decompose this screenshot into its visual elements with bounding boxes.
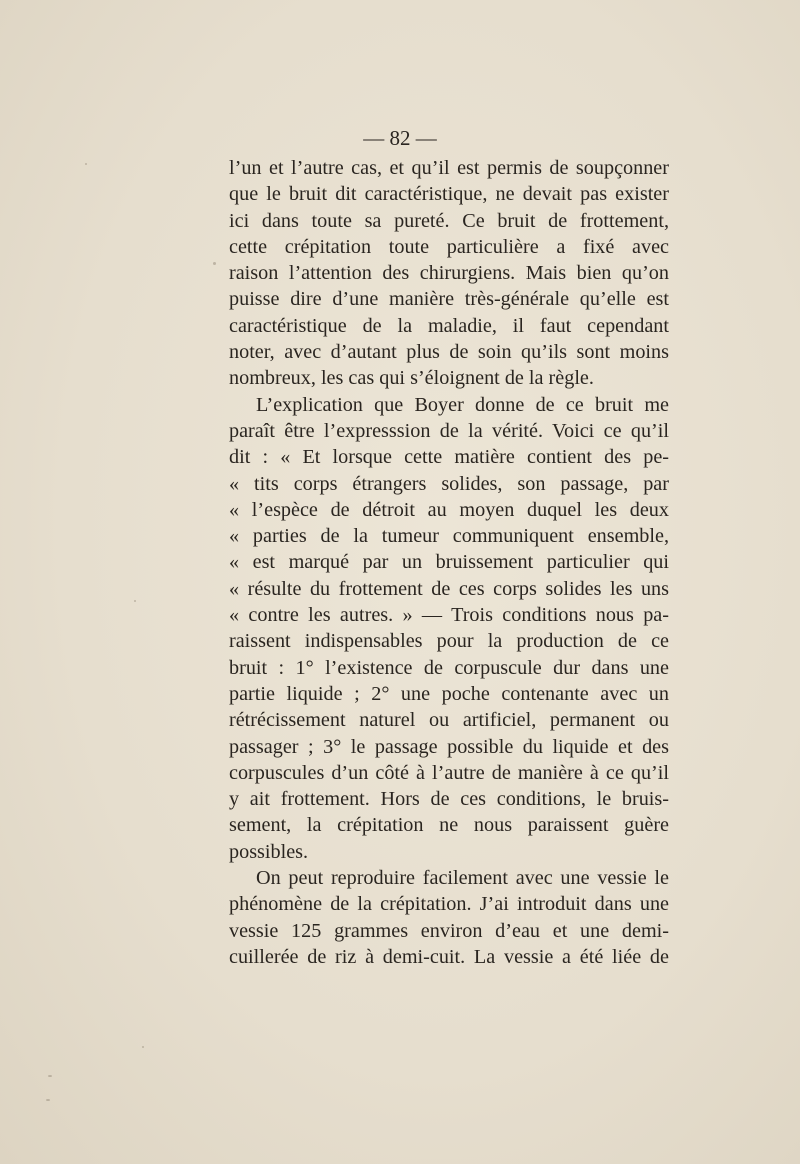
paper-speck [134, 600, 136, 602]
text-line: « parties de la tumeur communiquent ensemble, [229, 525, 669, 548]
text-line: « l’espèce de détroit au moyen duquel les deux [229, 498, 669, 521]
paper-speck [213, 262, 216, 265]
text-line: phénomène de la crépitation. J’ai introduit dans une [229, 893, 669, 916]
text-line: bruit : 1° l’existence de corpuscule dur dans une [229, 656, 669, 679]
paper-speck [48, 1075, 52, 1077]
text-line: caractéristique de la maladie, il faut cependant [229, 314, 669, 337]
text-line: vessie 125 grammes environ d’eau et une demi- [229, 919, 669, 942]
text-line: paraît être l’expresssion de la vérité. Voici ce qu’il [229, 419, 669, 442]
text-line: possibles. [229, 840, 309, 863]
text-line: nombreux, les cas qui s’éloignent de la règle. [229, 367, 594, 390]
text-line: On peut reproduire facilement avec une vessie le [256, 867, 669, 890]
text-line: raissent indispensables pour la production de ce [229, 630, 669, 653]
text-line: « résulte du frottement de ces corps solides les uns [229, 577, 669, 600]
text-line: dit : « Et lorsque cette matière contient des pe- [229, 446, 669, 469]
paper-speck [85, 163, 87, 165]
paper-speck [46, 1099, 50, 1101]
text-line: que le bruit dit caractéristique, ne devait pas exister [229, 183, 669, 206]
text-line: l’un et l’autre cas, et qu’il est permis de soupçonner [229, 157, 669, 179]
text-line: « tits corps étrangers solides, son passage, par [229, 472, 669, 495]
text-line: L’explication que Boyer donne de ce bruit me [256, 393, 669, 416]
text-line: passager ; 3° le passage possible du liquide et des [229, 735, 669, 758]
paper-speck [142, 1046, 144, 1048]
text-line: sement, la crépitation ne nous paraissent guère [229, 814, 669, 837]
text-line: partie liquide ; 2° une poche contenante avec un [229, 682, 669, 705]
text-line: « contre les autres. » — Trois conditions nous pa- [229, 604, 669, 627]
text-line: y ait frottement. Hors de ces conditions, le bruis- [229, 788, 669, 811]
body-text [229, 155, 669, 970]
text-line: ici dans toute sa pureté. Ce bruit de frottement, [229, 209, 669, 232]
text-line: corpuscules d’un côté à l’autre de manière à ce qu’il [229, 761, 669, 784]
text-line: « est marqué par un bruissement particulier qui [229, 551, 669, 574]
text-line: raison l’attention des chirurgiens. Mais bien qu’on [229, 262, 669, 285]
text-line: noter, avec d’autant plus de soin qu’ils sont moins [229, 341, 669, 364]
page-number: — 82 — [363, 126, 437, 150]
text-line: puisse dire d’une manière très-générale qu’elle est [229, 288, 669, 311]
text-line: cette crépitation toute particulière a fixé avec [229, 235, 669, 258]
text-line: rétrécissement naturel ou artificiel, permanent ou [229, 709, 669, 732]
text-line: cuillerée de riz à demi-cuit. La vessie a été liée de [229, 945, 669, 968]
